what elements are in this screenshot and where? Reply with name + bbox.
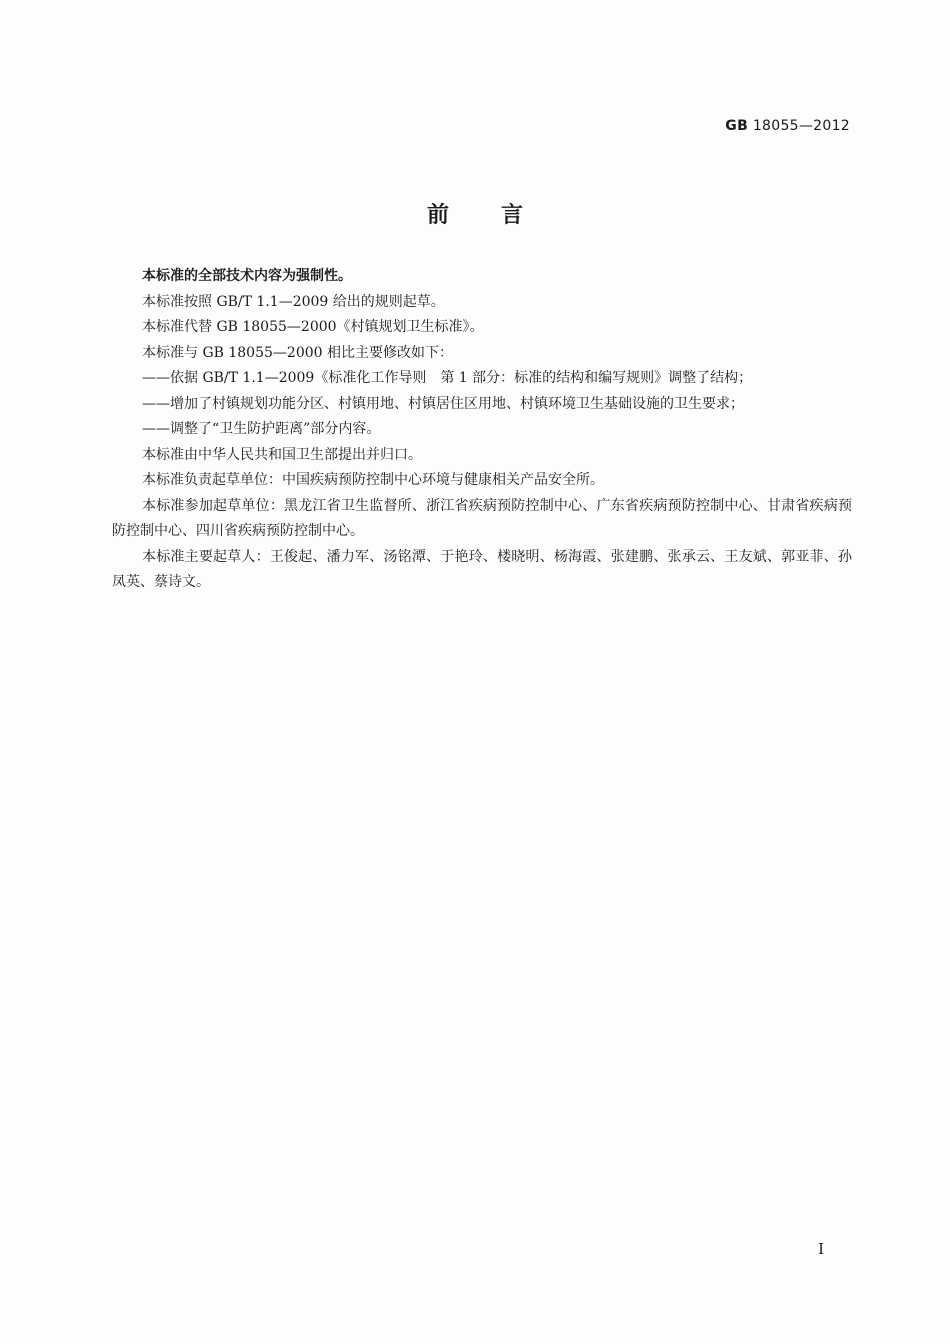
page-title: 前言 [426,203,575,228]
paragraph-changes-intro: 本标准与 GB 18055—2000 相比主要修改如下： [142,344,453,361]
paragraph-change-item: ——增加了村镇规划功能分区、村镇用地、村镇居住区用地、村镇环境卫生基础设施的卫生要求； [142,395,744,412]
page-number: I [818,1240,824,1258]
foreword-body [112,264,852,596]
paragraph-main-drafters: 本标准主要起草人：王俊起、潘力军、汤铭潭、于艳玲、楼晓明、杨海霞、张建鹏、张承云、王友斌、郭亚菲、孙凤英、蔡诗文。 [112,548,852,590]
paragraph-mandatory-statement: 本标准的全部技术内容为强制性。 [142,268,352,284]
paragraph-participating-drafters: 本标准参加起草单位：黑龙江省卫生监督所、浙江省疾病预防控制中心、广东省疾病预防控制中心、甘肃省疾病预防控制中心、四川省疾病预防控制中心。 [112,497,852,539]
paragraph-change-item: ——调整了“卫生防护距离”部分内容。 [142,421,381,437]
paragraph-proposer: 本标准由中华人民共和国卫生部提出并归口。 [142,446,422,463]
standard-code-number: 18055—2012 [752,118,850,134]
paragraph-replaces: 本标准代替 GB 18055—2000《村镇规划卫生标准》。 [142,319,484,335]
paragraph-responsible-drafter: 本标准负责起草单位：中国疾病预防控制中心环境与健康相关产品安全所。 [142,472,604,488]
paragraph-change-item: ——依据 GB/T 1.1—2009《标准化工作导则 第 1 部分：标准的结构和编写规则》调整了结构； [142,370,753,386]
standard-code-prefix: GB [725,118,749,134]
paragraph-drafting-rules: 本标准按照 GB/T 1.1—2009 给出的规则起草。 [142,293,445,310]
standard-code [725,118,850,134]
